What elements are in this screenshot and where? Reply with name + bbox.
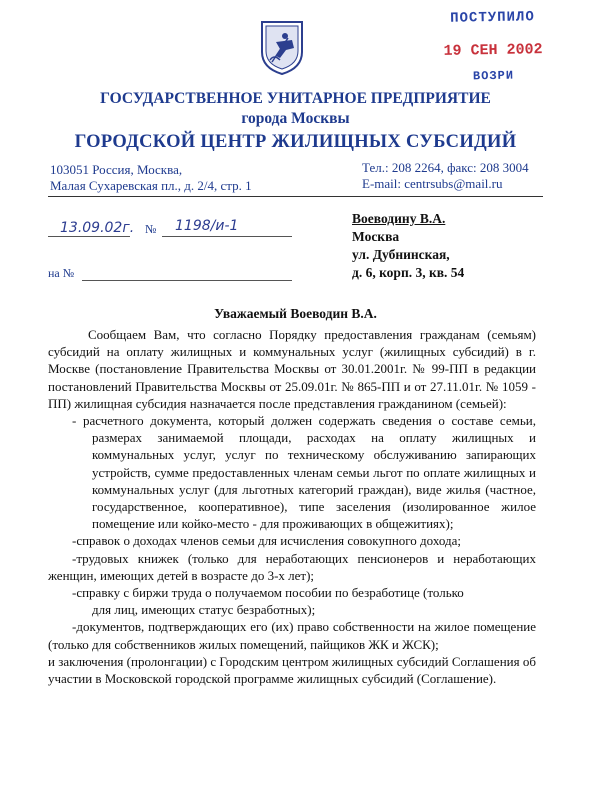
date-underline (48, 236, 130, 237)
list-item-ownership-documents: -документов, подтверждающих его (их) право собственности на жилое помещение (только для собственников жилых помещений, пайщиков ЖК и ЖСК); (48, 619, 536, 652)
number-underline (162, 236, 292, 237)
outgoing-number: 1198/и-1 (175, 218, 239, 234)
org-name: ГОРОДСКОЙ ЦЕНТР ЖИЛИЩНЫХ СУБСИДИЙ (74, 132, 517, 152)
recipient-street: ул. Дубнинская, (352, 247, 450, 262)
recipient-block (352, 210, 464, 282)
list-item-employment-books: -трудовых книжек (только для неработающих пенсионеров и неработающих женщин, имеющих детей в возрасте до 3-х лет); (48, 550, 536, 583)
list-item-agreement: и заключения (пролонгации) с Городским центром жилищных субсидий Соглашения об участии в Московской городской программе жилищных субсидий (Соглашение). (48, 653, 536, 687)
letter-body (48, 326, 536, 687)
list-item-income-certificates: -справок о доходах членов семьи для исчисления совокупного дохода; (72, 533, 461, 549)
reply-to-underline (82, 280, 292, 281)
postal-address (50, 162, 252, 194)
received-stamp (417, 9, 568, 85)
list-item-labor-exchange-cont: для лиц, имеющих статус безработных); (92, 602, 316, 618)
list-item-settlement-document: - расчетного документа, который должен содержать сведения о составе семьи, размерах занимаемой площади, расходах на оплату жилищных и коммунальных услуг, услуг по техническому обслуживанию запирающих устройств, сумме предоставленных членам семьи льгот по оплате жилищных и коммунальных услуг (для льготных категорий граждан), виде жилья (частное, государственное, кооперативное), типе заселения (изолированное жилое помещение или койко-место - для проживающих в общежитиях); (72, 413, 536, 532)
recipient-city: Москва (352, 229, 400, 244)
org-city: города Москвы (241, 110, 350, 127)
address-line-2: Малая Сухаревская пл., д. 2/4, стр. 1 (50, 178, 252, 193)
header-divider (48, 196, 543, 197)
stamp-line-1: ПОСТУПИЛО (450, 9, 535, 27)
recipient-name: Воеводину В.А. (352, 211, 446, 226)
outgoing-date: 13.09.02г. (60, 220, 135, 236)
recipient-house: д. 6, корп. 3, кв. 54 (352, 265, 465, 280)
reply-to-label: на № (48, 266, 75, 280)
address-line-1: 103051 Россия, Москва, (50, 162, 183, 177)
list-item-labor-exchange: -справку с биржи труда о получаемом пособии по безработице (только (72, 585, 464, 601)
moscow-coat-of-arms-icon (258, 18, 306, 76)
org-type: ГОСУДАРСТВЕННОЕ УНИТАРНОЕ ПРЕДПРИЯТИЕ (100, 90, 491, 107)
intro-paragraph: Сообщаем Вам, что согласно Порядку предоставления гражданам (семьям) субсидий на оплату жилищных и коммунальных услуг (жилищных субсидий) в г. Москве (постановление Правительства Москвы от 30.01.2001г. № 99-ПП в редакции постановлений Правительства Москвы от 25.09.01г. № 865-ПП и от 27.11.01г. № 1059 - ПП) жилищная субсидия назначается после представления гражданином (семьей): (48, 327, 536, 411)
contacts (362, 160, 529, 192)
stamp-line-3: ВОЗРИ (472, 68, 515, 84)
stamp-date: 19 СЕН 2002 (443, 41, 543, 60)
greeting: Уважаемый Воеводин В.А. (214, 306, 377, 321)
number-label: № (145, 222, 157, 236)
phone-fax: Тел.: 208 2264, факс: 208 3004 (362, 160, 529, 175)
email: E-mail: centrsubs@mail.ru (362, 176, 503, 191)
